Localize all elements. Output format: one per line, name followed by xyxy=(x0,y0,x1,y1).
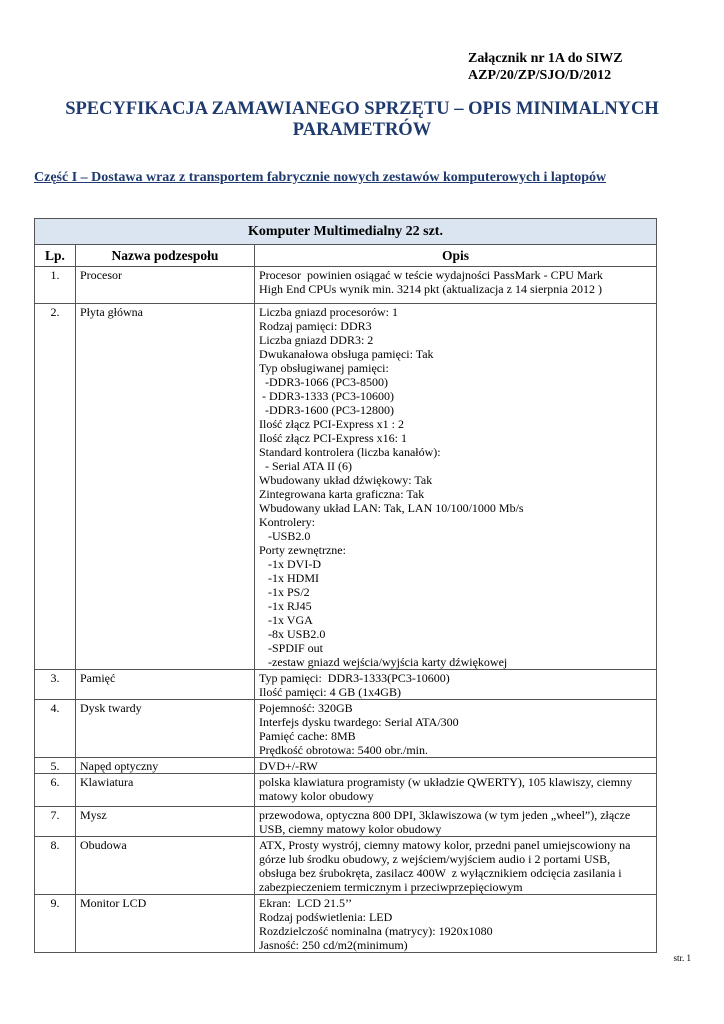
description-line: Interfejs dysku twardego: Serial ATA/300 xyxy=(259,715,459,729)
description-line: Pojemność: 320GB xyxy=(259,701,353,715)
row-number: 4. xyxy=(35,700,76,758)
component-description xyxy=(255,700,657,758)
component-name: Dysk twardy xyxy=(76,700,255,758)
table-row xyxy=(35,758,657,774)
annex-line-1: Załącznik nr 1A do SIWZ xyxy=(468,51,623,66)
component-name: Mysz xyxy=(76,807,255,837)
description-line: High End CPUs wynik min. 3214 pkt (aktualizacja z 14 sierpnia 2012 ) xyxy=(259,282,602,296)
description-line: Rodzaj pamięci: DDR3 xyxy=(259,319,372,333)
description-line: -1x PS/2 xyxy=(259,585,310,599)
table-row xyxy=(35,670,657,700)
row-number: 1. xyxy=(35,267,76,304)
description-line: ATX, Prosty wystrój, ciemny matowy kolor, przedni panel umiejscowiony na xyxy=(259,838,631,852)
row-number: 2. xyxy=(35,304,76,670)
description-line: Rodzaj podświetlenia: LED xyxy=(259,910,393,924)
component-name: Obudowa xyxy=(76,837,255,895)
component-description xyxy=(255,895,657,953)
description-line: Jasność: 250 cd/m2(minimum) xyxy=(259,938,408,952)
description-line: Pamięć cache: 8MB xyxy=(259,729,356,743)
component-name: Monitor LCD xyxy=(76,895,255,953)
description-line: USB, ciemny matowy kolor obudowy xyxy=(259,822,442,836)
component-name: Pamięć xyxy=(76,670,255,700)
description-line: Wbudowany układ LAN: Tak, LAN 10/100/1000 Mb/s xyxy=(259,501,524,515)
table-body xyxy=(35,267,657,953)
title-line-2: PARAMETRÓW xyxy=(292,120,432,140)
description-line: Porty zewnętrzne: xyxy=(259,543,346,557)
description-line: górze lub środku obudowy, z wejściem/wyjściem audio i 2 portami USB, xyxy=(259,852,611,866)
title-line-1: SPECYFIKACJA ZAMAWIANEGO SPRZĘTU – OPIS MINIMALNYCH xyxy=(65,99,659,119)
description-line: -1x HDMI xyxy=(259,571,319,585)
description-line: -1x DVI-D xyxy=(259,557,321,571)
component-name: Napęd optyczny xyxy=(76,758,255,774)
component-description xyxy=(255,304,657,670)
spec-table xyxy=(34,218,657,953)
description-line: polska klawiatura programisty (w układzie QWERTY), 105 klawiszy, ciemny xyxy=(259,775,633,789)
part-heading: Część I – Dostawa wraz z transportem fabrycznie nowych zestawów komputerowych i laptopów xyxy=(34,170,607,185)
row-number: 7. xyxy=(35,807,76,837)
description-line: Prędkość obrotowa: 5400 obr./min. xyxy=(259,743,428,757)
component-description xyxy=(255,758,657,774)
component-name: Płyta główna xyxy=(76,304,255,670)
description-line: Dwukanałowa obsługa pamięci: Tak xyxy=(259,347,434,361)
component-description xyxy=(255,670,657,700)
description-line: - DDR3-1333 (PC3-10600) xyxy=(259,389,394,403)
description-line: Typ obsługiwanej pamięci: xyxy=(259,361,389,375)
table-row xyxy=(35,304,657,670)
description-line: Typ pamięci: DDR3-1333(PC3-10600) xyxy=(259,671,450,685)
table-row xyxy=(35,267,657,304)
table-row xyxy=(35,774,657,807)
description-line: Wbudowany układ dźwiękowy: Tak xyxy=(259,473,433,487)
row-number: 8. xyxy=(35,837,76,895)
description-line: obsługa bez śrubokręta, zasilacz 400W z wyłącznikiem odcięcia zasilania i xyxy=(259,866,622,880)
component-description xyxy=(255,267,657,304)
description-line: -DDR3-1600 (PC3-12800) xyxy=(259,403,394,417)
table-row xyxy=(35,700,657,758)
header-lp: Lp. xyxy=(35,245,76,267)
component-name: Procesor xyxy=(76,267,255,304)
description-line: zabezpieczeniem termicznym i przeciwprzepięciowym xyxy=(259,880,523,894)
description-line: Kontrolery: xyxy=(259,515,315,529)
description-line: Ekran: LCD 21.5’’ xyxy=(259,896,353,910)
document-title xyxy=(0,99,724,141)
row-number: 9. xyxy=(35,895,76,953)
description-line: Ilość złącz PCI-Express x1 : 2 xyxy=(259,417,404,431)
description-line: Standard kontrolera (liczba kanałów): xyxy=(259,445,441,459)
description-line: -1x VGA xyxy=(259,613,313,627)
page-number: str. 1 xyxy=(673,953,691,963)
component-name: Klawiatura xyxy=(76,774,255,807)
component-description xyxy=(255,774,657,807)
description-line: Liczba gniazd DDR3: 2 xyxy=(259,333,374,347)
description-line: Zintegrowana karta graficzna: Tak xyxy=(259,487,425,501)
row-number: 5. xyxy=(35,758,76,774)
description-line: -8x USB2.0 xyxy=(259,627,326,641)
description-line: - Serial ATA II (6) xyxy=(259,459,353,473)
description-line: Rozdzielczość nominalna (matrycy): 1920x1080 xyxy=(259,924,493,938)
description-line: Liczba gniazd procesorów: 1 xyxy=(259,305,398,319)
description-line: -DDR3-1066 (PC3-8500) xyxy=(259,375,388,389)
annex-line-2: AZP/20/ZP/SJO/D/2012 xyxy=(468,68,612,83)
description-line: -USB2.0 xyxy=(259,529,311,543)
header-name: Nazwa podzespołu xyxy=(76,245,255,267)
table-row xyxy=(35,807,657,837)
component-description xyxy=(255,837,657,895)
table-caption: Komputer Multimedialny 22 szt. xyxy=(35,219,657,245)
table-row xyxy=(35,895,657,953)
row-number: 3. xyxy=(35,670,76,700)
table-row xyxy=(35,837,657,895)
row-number: 6. xyxy=(35,774,76,807)
description-line: -SPDIF out xyxy=(259,641,324,655)
description-line: przewodowa, optyczna 800 DPI, 3klawiszowa (w tym jeden „wheel”), złącze xyxy=(259,808,631,822)
description-line: Ilość złącz PCI-Express x16: 1 xyxy=(259,431,407,445)
component-description xyxy=(255,807,657,837)
annex-reference xyxy=(468,50,623,84)
description-line: matowy kolor obudowy xyxy=(259,789,374,803)
description-line: DVD+/-RW xyxy=(259,759,318,773)
description-line: -zestaw gniazd wejścia/wyjścia karty dźwiękowej xyxy=(259,655,508,669)
description-line: Procesor powinien osiągać w teście wydajności PassMark - CPU Mark xyxy=(259,268,603,282)
description-line: Ilość pamięci: 4 GB (1x4GB) xyxy=(259,685,401,699)
header-description: Opis xyxy=(255,245,657,267)
description-line: -1x RJ45 xyxy=(259,599,312,613)
